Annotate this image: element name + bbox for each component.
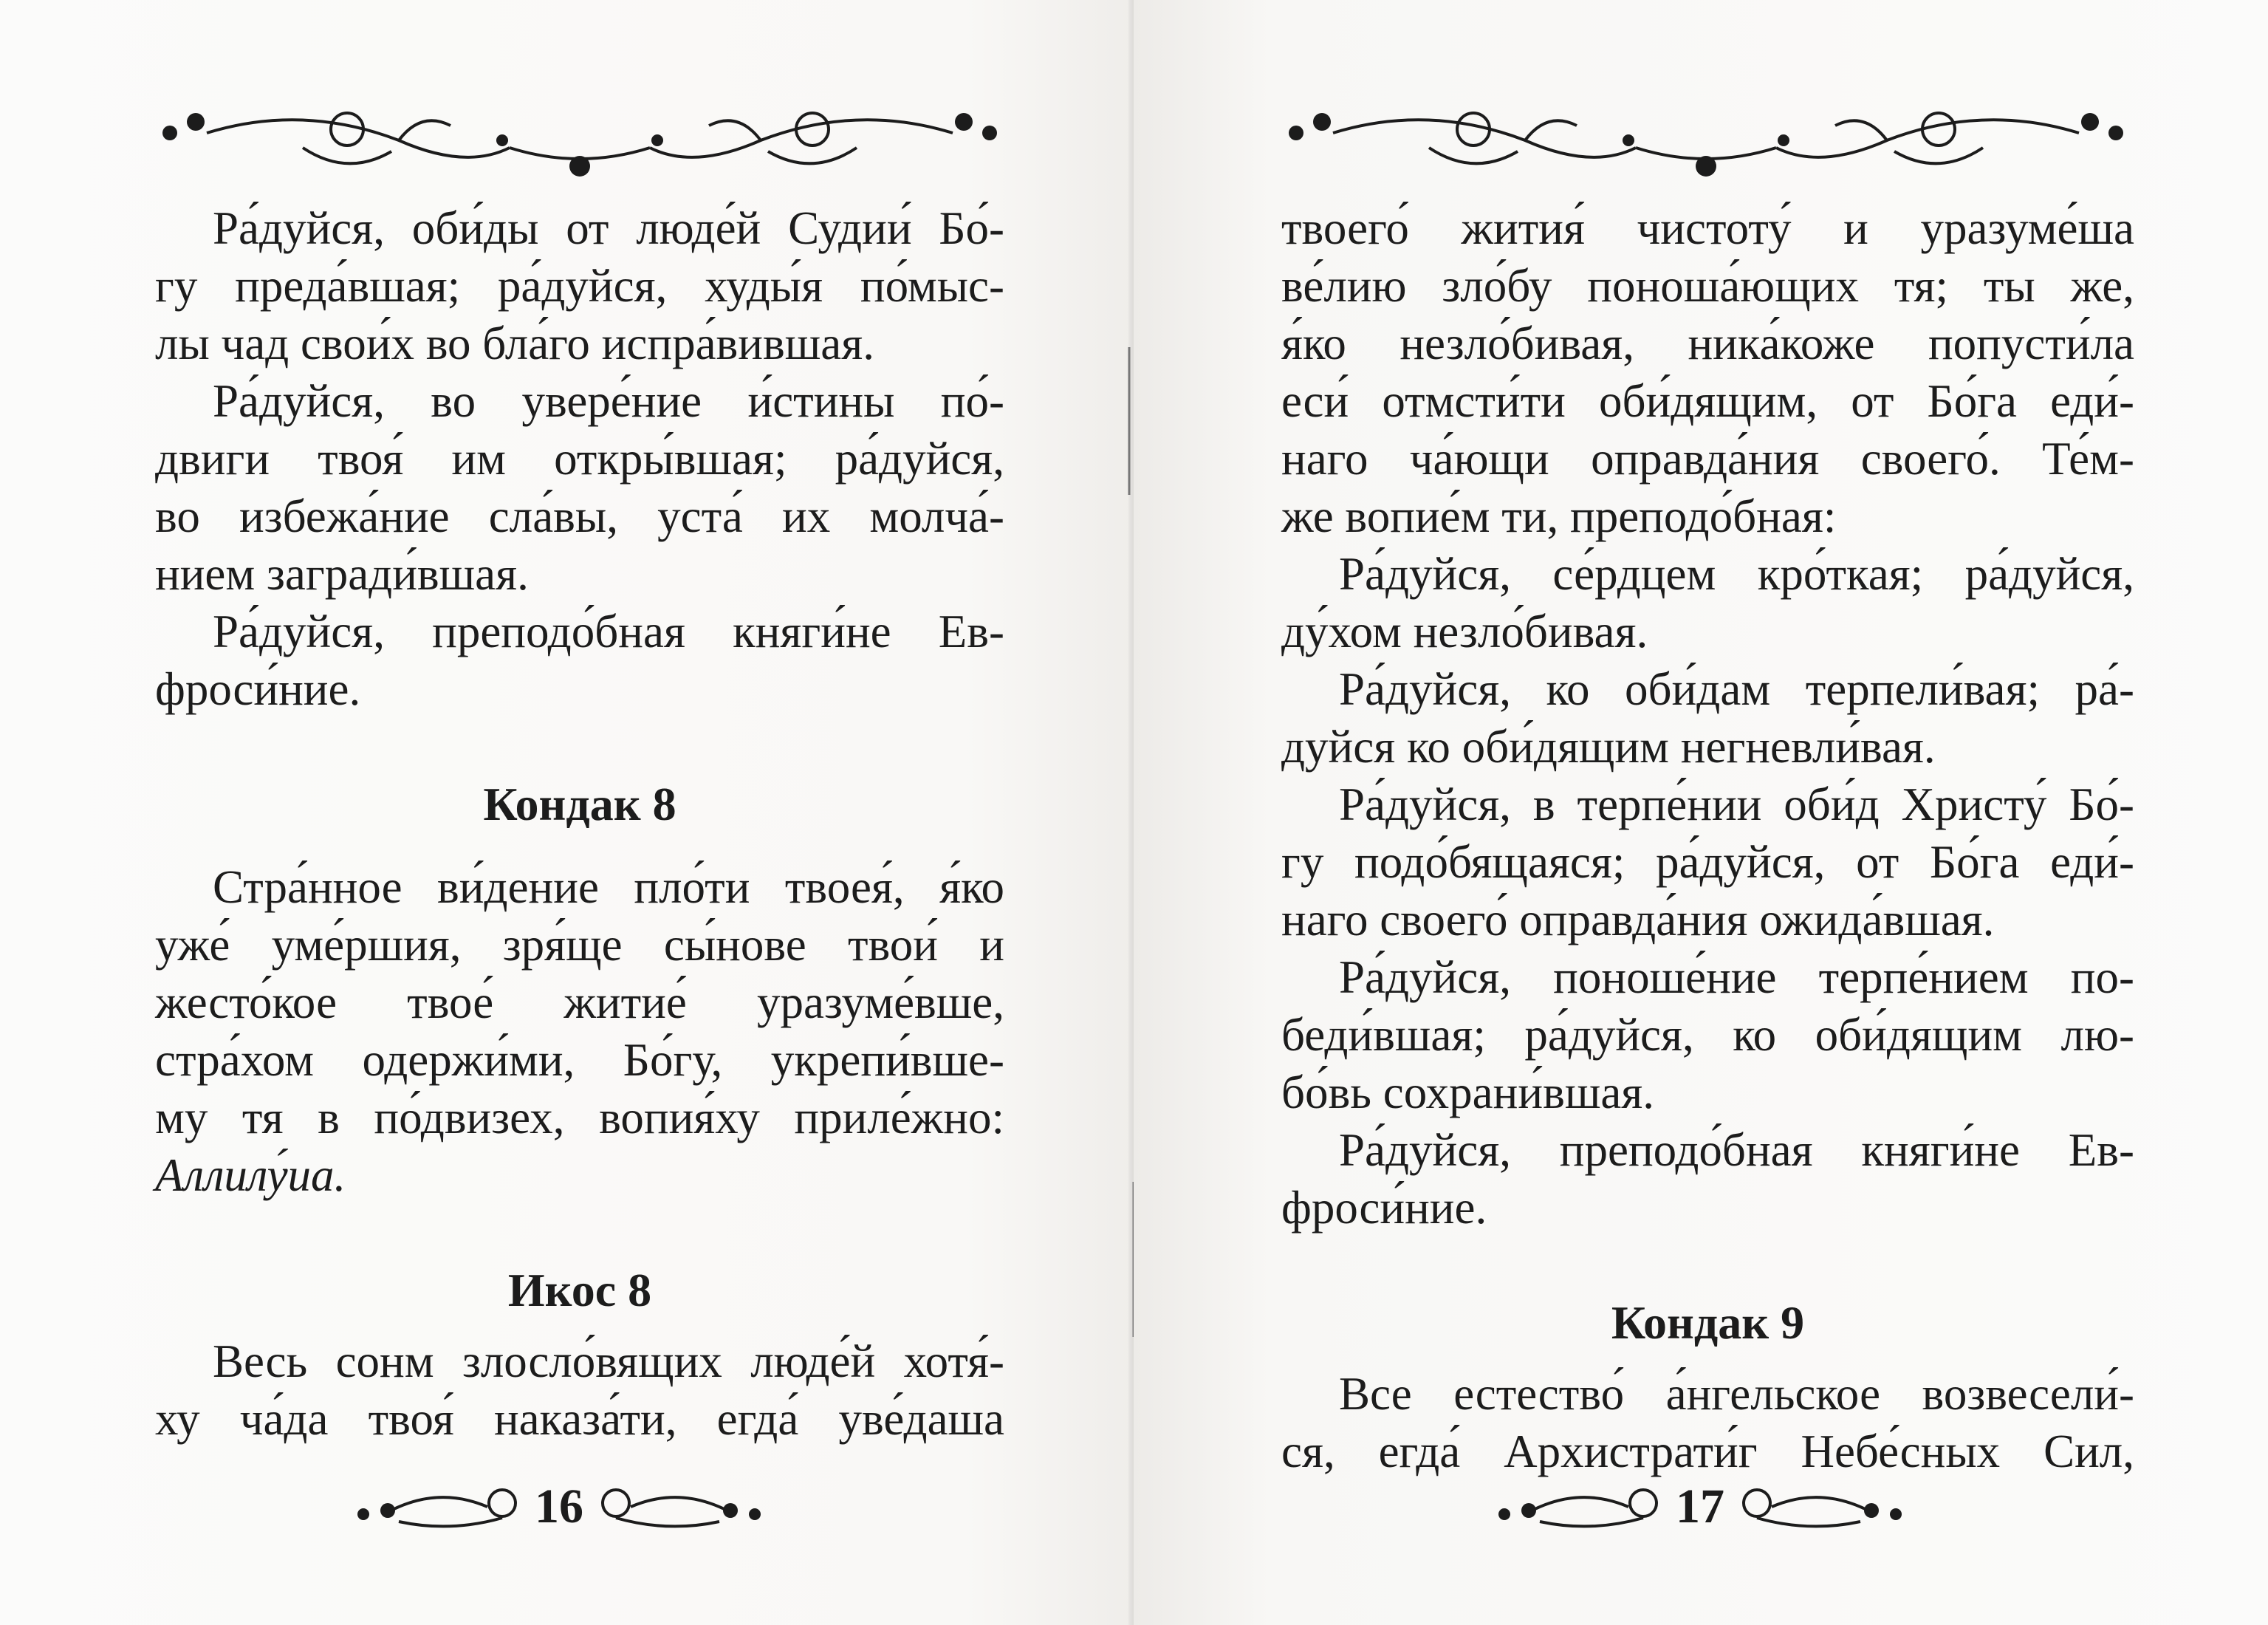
floral-footer-icon: [594, 1477, 764, 1536]
text-line: уже́ уме́ршия, зря́ще сы́нове твои́ и: [155, 919, 1004, 971]
text-line: лы чад свои́х во бла́го испра́вившая.: [155, 318, 874, 369]
text-line: же вопие́м ти, преподо́бная:: [1281, 490, 1837, 542]
right-page-text: [1281, 199, 2134, 1480]
text-line: ду́хом незло́бивая.: [1281, 606, 1648, 657]
text-line: Ра́дуйся, в терпе́нии оби́д Христу́ Бо́-: [1339, 779, 2134, 830]
page-number: 16: [535, 1479, 583, 1533]
floral-footer-icon: [1496, 1477, 1665, 1536]
text-line: бо́вь сохрани́вшая.: [1281, 1067, 1655, 1118]
text-line: му тя в по́двизех, вопия́ху приле́жно:: [155, 1092, 1004, 1143]
floral-footer-icon: [354, 1477, 524, 1536]
text-line: еси́ отмсти́ти оби́дящим, от Бо́га еди́-: [1281, 375, 2134, 427]
right-page-footer: [1496, 1466, 1905, 1547]
text-line: беди́вшая; ра́дуйся, ко оби́дящим лю-: [1281, 1009, 2134, 1061]
text-line: твоего́ жития́ чистоту́ и уразуме́ша: [1281, 202, 2134, 254]
text-line: Ра́дуйся, преподо́бная княги́не Ев-: [1339, 1124, 2134, 1176]
text-line: стра́хом одержи́ми, Бо́гу, укрепи́вше-: [155, 1034, 1004, 1086]
text-line: наго своего́ оправда́ния ожида́вшая.: [1281, 894, 1995, 945]
text-line: ху ча́да твоя́ наказа́ти, егда́ уве́даша: [155, 1393, 1004, 1445]
page-number: 17: [1676, 1479, 1724, 1533]
text-line: фроси́ние.: [155, 663, 361, 715]
text-line: фроси́ние.: [1281, 1182, 1487, 1234]
text-line: дуйся ко оби́дящим негневли́вая.: [1281, 721, 1936, 773]
text-line: ся, егда́ Архистрати́г Небе́сных Сил,: [1281, 1426, 2134, 1477]
text-line: Все естество́ а́нгельское возвесели́-: [1339, 1368, 2134, 1420]
binding-stitch: [1126, 347, 1133, 495]
left-page-text: [155, 199, 1004, 1448]
text-line: гу преда́вшая; ра́дуйся, худы́я по́мыс-: [155, 260, 1004, 312]
italic-text-line: Аллилу́иа.: [155, 1149, 346, 1201]
text-line: я́ко незло́бивая, ника́коже попусти́ла: [1281, 318, 2134, 369]
text-line: Ра́дуйся, оби́ды от люде́й Судии́ Бо́-: [213, 202, 1004, 254]
floral-footer-icon: [1735, 1477, 1905, 1536]
text-line: Ра́дуйся, се́рдцем кро́ткая; ра́дуйся,: [1339, 548, 2134, 600]
text-line: Весь сонм злосло́вящих люде́й хотя́-: [213, 1335, 1004, 1387]
section-heading: Кондак 8: [483, 778, 676, 830]
text-line: нием загради́вшая.: [155, 548, 529, 600]
text-line: ве́лию зло́бу поноша́ющих тя; ты же,: [1281, 260, 2134, 312]
floral-vignette-icon: [1281, 89, 2131, 199]
text-line: двиги твоя́ им откры́вшая; ра́дуйся,: [155, 433, 1004, 485]
text-line: Ра́дуйся, поноше́ние терпе́нием по-: [1339, 951, 2134, 1003]
text-line: жесто́кое твое́ житие́ уразуме́вше,: [155, 976, 1004, 1028]
paragraph: [155, 199, 1004, 257]
floral-vignette-icon: [155, 89, 1004, 199]
text-line: наго ча́ющи оправда́ния своего́. Те́м-: [1281, 433, 2134, 485]
text-line: Ра́дуйся, во увере́ние и́стины по́-: [213, 375, 1004, 427]
section-heading: Кондак 9: [1611, 1296, 1805, 1349]
text-line: Стра́нное ви́дение пло́ти твоея́, я́ко: [213, 861, 1004, 913]
left-page-footer: [354, 1466, 764, 1547]
right-page: [1134, 0, 2268, 1625]
text-line: гу подо́бящаяся; ра́дуйся, от Бо́га еди́-: [1281, 836, 2134, 888]
text-line: во избежа́ние сла́вы, уста́ их молча́-: [155, 490, 1004, 542]
text-line: Ра́дуйся, ко оби́дам терпели́вая; ра́-: [1339, 663, 2134, 715]
text-line: Ра́дуйся, преподо́бная княги́не Ев-: [213, 606, 1004, 657]
section-heading: Икос 8: [507, 1264, 652, 1316]
